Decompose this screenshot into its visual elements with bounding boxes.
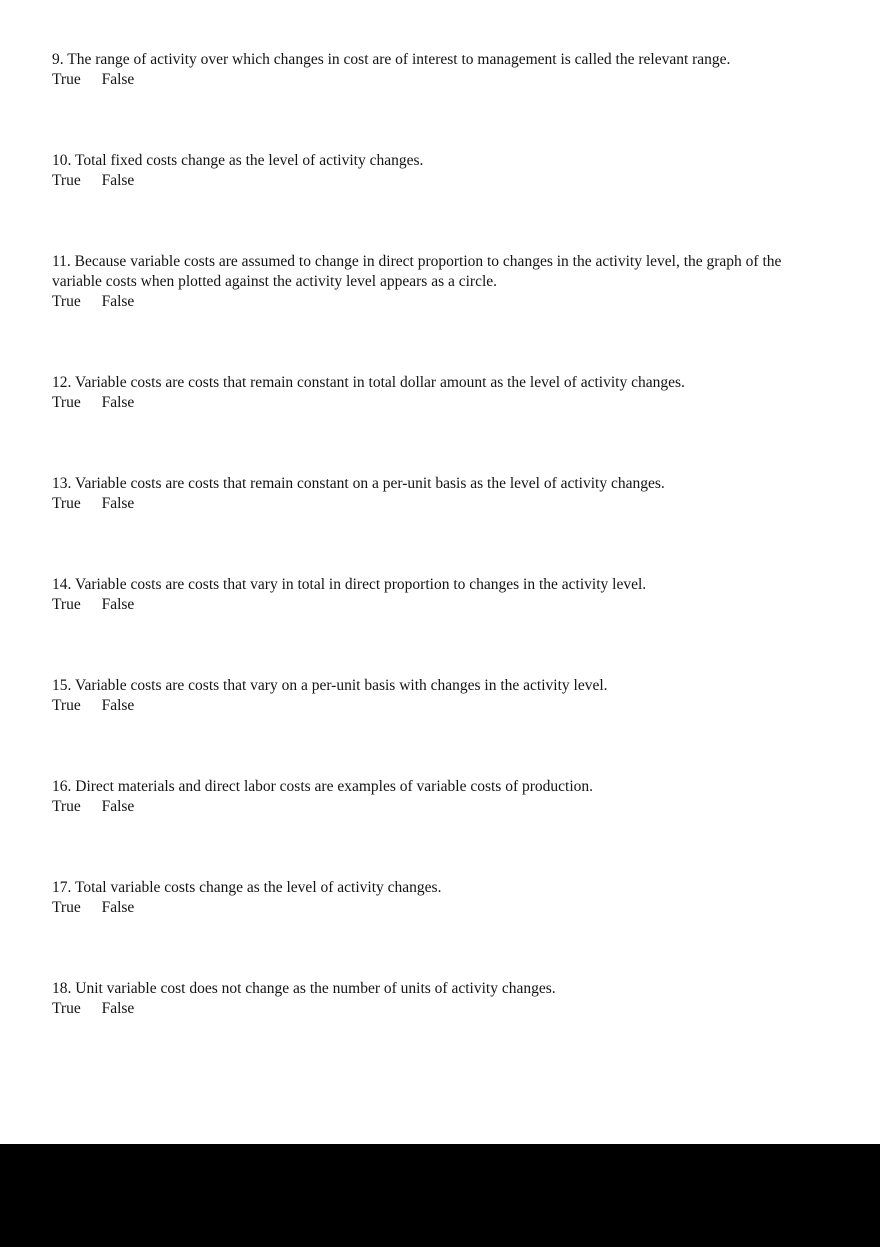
false-option[interactable]: False: [101, 798, 135, 815]
false-option[interactable]: False: [101, 495, 135, 512]
question-text: 9. The range of activity over which changes in cost are of interest to management is called the relevant range.: [52, 51, 731, 68]
question-text: 18. Unit variable cost does not change as the number of units of activity changes.: [52, 980, 556, 997]
answer-options: [52, 494, 824, 514]
false-option[interactable]: False: [101, 899, 135, 916]
true-option[interactable]: True: [52, 798, 81, 815]
false-option[interactable]: False: [101, 596, 135, 613]
question-text: 13. Variable costs are costs that remain constant on a per-unit basis as the level of activity changes.: [52, 475, 665, 492]
answer-options: [52, 696, 824, 716]
true-option[interactable]: True: [52, 71, 81, 88]
false-option[interactable]: False: [101, 394, 135, 411]
false-option[interactable]: False: [101, 71, 135, 88]
question-text: 17. Total variable costs change as the level of activity changes.: [52, 879, 442, 896]
answer-options: [52, 797, 824, 817]
question-text: 11. Because variable costs are assumed to change in direct proportion to changes in the activity level, the graph of the variable costs when plotted against the activity level appears as a circle.: [52, 253, 782, 290]
true-option[interactable]: True: [52, 596, 81, 613]
false-option[interactable]: False: [101, 1000, 135, 1017]
question-list: [52, 50, 824, 1080]
answer-options: [52, 171, 824, 191]
question-block: [52, 252, 824, 312]
true-option[interactable]: True: [52, 899, 81, 916]
question-block: [52, 151, 824, 191]
true-option[interactable]: True: [52, 172, 81, 189]
bottom-letterbox-bar: [0, 1144, 880, 1247]
true-option[interactable]: True: [52, 394, 81, 411]
question-block: [52, 373, 824, 413]
question-block: [52, 979, 824, 1019]
true-option[interactable]: True: [52, 293, 81, 310]
question-text: 15. Variable costs are costs that vary on a per-unit basis with changes in the activity level.: [52, 677, 608, 694]
answer-options: [52, 70, 824, 90]
answer-options: [52, 898, 824, 918]
question-text: 16. Direct materials and direct labor costs are examples of variable costs of production.: [52, 778, 594, 795]
question-text: 14. Variable costs are costs that vary in total in direct proportion to changes in the activity level.: [52, 576, 647, 593]
answer-options: [52, 999, 824, 1019]
question-block: [52, 878, 824, 918]
answer-options: [52, 595, 824, 615]
true-option[interactable]: True: [52, 495, 81, 512]
true-option[interactable]: True: [52, 1000, 81, 1017]
false-option[interactable]: False: [101, 697, 135, 714]
question-text: 10. Total fixed costs change as the level of activity changes.: [52, 152, 424, 169]
question-block: [52, 575, 824, 615]
question-text: 12. Variable costs are costs that remain constant in total dollar amount as the level of activity changes.: [52, 374, 685, 391]
answer-options: [52, 292, 824, 312]
question-block: [52, 676, 824, 716]
question-block: [52, 777, 824, 817]
question-block: [52, 474, 824, 514]
true-option[interactable]: True: [52, 697, 81, 714]
answer-options: [52, 393, 824, 413]
false-option[interactable]: False: [101, 293, 135, 310]
false-option[interactable]: False: [101, 172, 135, 189]
question-block: [52, 50, 824, 90]
